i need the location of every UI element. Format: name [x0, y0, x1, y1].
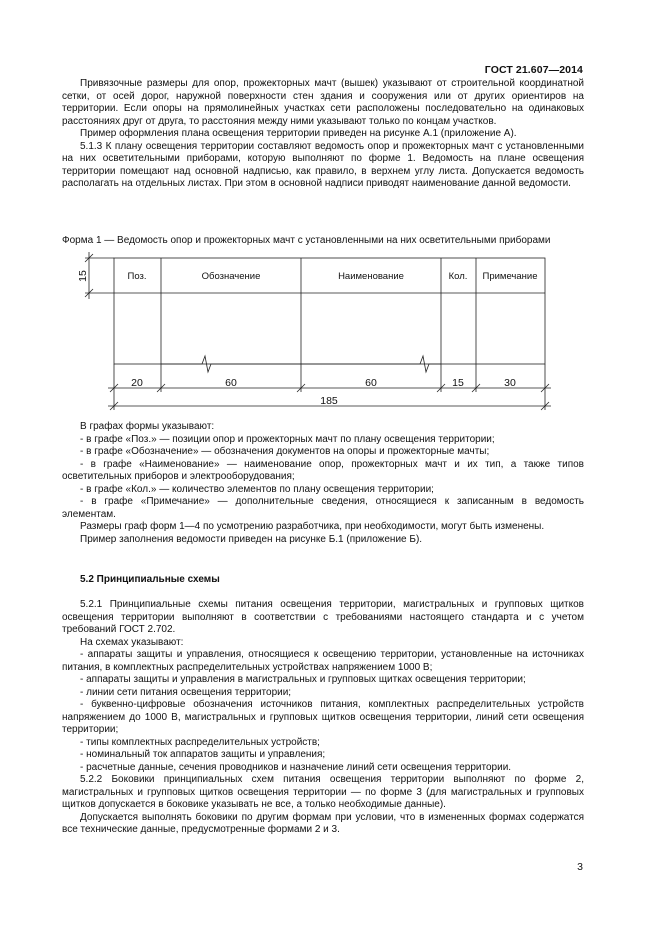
width-label: 60 [225, 377, 237, 389]
width-label: 60 [365, 377, 377, 389]
break-mark [301, 356, 441, 372]
paragraph: 5.2.1 Принципиальные схемы питания освещения территории, магистральных и групповых щитков освещения территории выполняют в соответствии с требованиями настоящего стандарта и с учетом требований ГОСТ 2.702. [62, 599, 584, 635]
list-item: - в графе «Обозначение» — обозначения документов на опоры и прожекторные мачты; [80, 446, 490, 457]
form-table-outline [114, 258, 545, 364]
column-header-pos: Поз. [127, 271, 147, 282]
header-height-label: 15 [77, 270, 89, 282]
paragraph: Пример оформления плана освещения территории приведен на рисунке А.1 (приложение А). [80, 128, 517, 139]
list-item: - в графе «Примечание» — дополнительные сведения, относящиеся к записанным в ведомость элементам. [62, 496, 584, 520]
list-item: - в графе «Наименование» — наименование опор, прожекторных мачт и их тип, а также типов осветительных приборов и электрооборудования; [62, 458, 584, 482]
column-header-qty: Кол. [448, 271, 468, 282]
form-caption: Форма 1 — Ведомость опор и прожекторных мачт с установленными на них осветительными приборами [62, 235, 551, 246]
paragraph: Привязочные размеры для опор, прожекторных мачт (вышек) указывают от строительной координатной сетки, от осей дорог, наружной поверхности стен здания и сооружения или от других ориентиров на территории. Если опоры на прямолинейных участках сети расположены последовательно на одинаковых расстояниях друг от друга, то расстояния между ними указывают только по концам участков. [62, 78, 584, 127]
list-item: - аппараты защиты и управления, относящиеся к освещению территории, установленные на источниках питания, в комплектных распределительных устройствах напряжением 1000 В; [62, 649, 584, 673]
list-item: - аппараты защиты и управления в магистральных и групповых щитках освещения территории; [80, 674, 526, 685]
paragraph: Пример заполнения ведомости приведен на рисунке Б.1 (приложение Б). [80, 533, 423, 545]
paragraph: Допускается выполнять боковики по другим формам при условии, что в измененных формах содержатся все технические данные, предусмотренные формами 2 и 3. [62, 811, 584, 835]
section-title: 5.2 Принципиальные схемы [80, 574, 220, 585]
list-item: - расчетные данные, сечения проводников и назначение линий сети освещения территории. [80, 761, 512, 773]
text-block-3 [62, 599, 584, 837]
list-item: - типы комплектных распределительных устройств; [80, 736, 320, 748]
list-item: - линии сети питания освещения территории; [80, 686, 292, 698]
paragraph: Размеры граф форм 1—4 по усмотрению разработчика, при необходимости, могут быть изменены. [80, 521, 545, 532]
document-header: ГОСТ 21.607—2014 [484, 64, 583, 76]
column-header-designation: Обозначение [201, 271, 261, 282]
width-label: 30 [504, 377, 516, 389]
column-header-note: Примечание [482, 271, 538, 282]
column-header-name: Наименование [338, 271, 404, 282]
list-item: - в графе «Кол.» — количество элементов по плану освещения территории; [80, 483, 434, 495]
paragraph: 5.2.2 Боковики принципиальных схем питания освещения территории выполняют по форме 2, магистральных и групповых щитков освещения территории — по форме 3 (для магистральных и групповых щитков допускается в боковике указывать не все, а только необходимые данные). [62, 774, 584, 810]
width-label: 15 [452, 377, 464, 389]
break-mark [161, 356, 301, 372]
paragraph: 5.1.3 К плану освещения территории составляют ведомость опор и прожекторных мачт с установленными на них осветительными приборами, которую выполняют по форме 1. Ведомость на плане освещения территории помещают над основной надписью, как правило, в верхнем углу листа. Допускается ведомость располагать на отдельных листах. При этом в основной надписи приводят наименование данной ведомости. [62, 140, 584, 189]
total-width-label: 185 [320, 395, 338, 407]
list-item: - номинальный ток аппаратов защиты и управления; [80, 749, 326, 760]
list-intro: На схемах указывают: [80, 636, 184, 648]
list-item: - буквенно-цифровые обозначения источников питания, комплектных распределительных устройств напряжением до 1000 В, магистральных и групповых щитков освещения территории, линий сети освещения территории; [62, 699, 584, 735]
text-block-2 [62, 421, 584, 546]
width-label: 20 [131, 377, 143, 389]
page-number: 3 [577, 861, 583, 873]
list-item: - в графе «Поз.» — позиции опор и прожекторных мачт по плану освещения территории; [80, 433, 495, 445]
list-intro: В графах формы указывают: [80, 421, 215, 432]
